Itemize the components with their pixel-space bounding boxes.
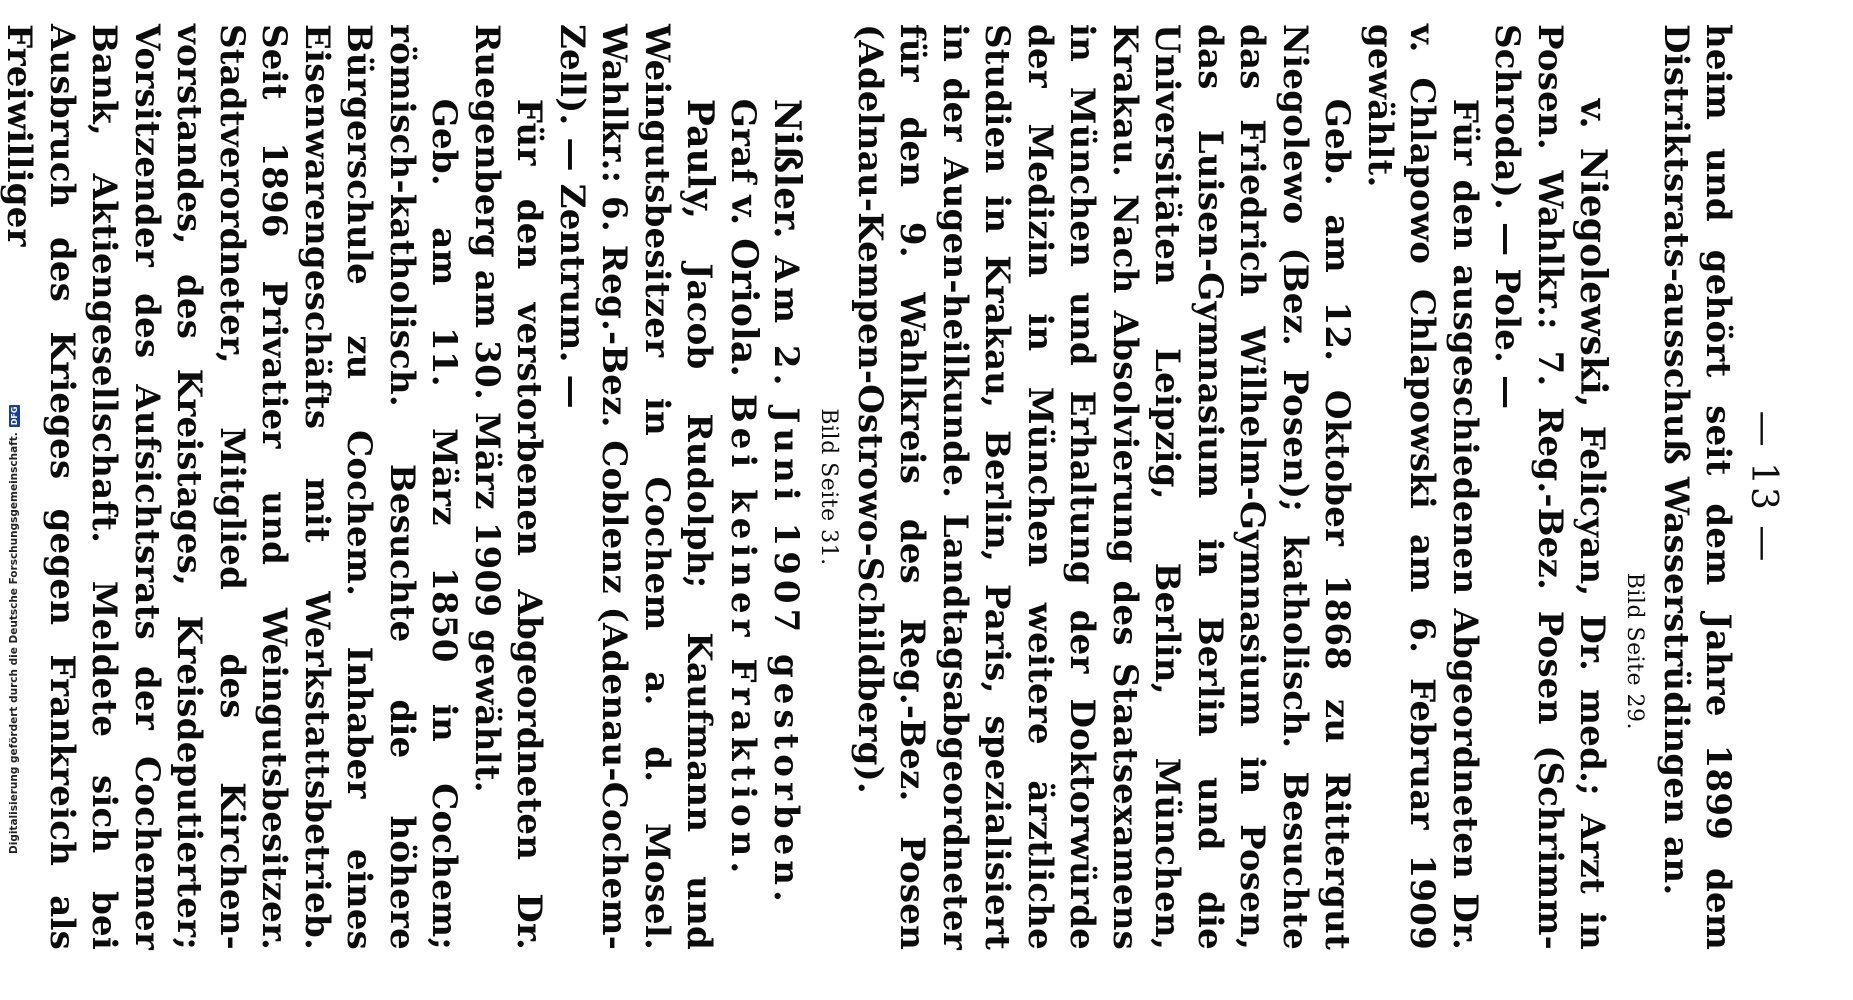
entry-pauly (551, 24, 722, 950)
page-number: — 13 — (1743, 410, 1784, 564)
entry-name-nissler: Nißler. (766, 98, 809, 239)
entry-details-niegolewski: Felicyan, Dr. med.; Arzt in Posen. Wahlkr.: 7. Reg.-Bez. Posen (Schrimm-Schroda). — Pole. — (1487, 24, 1613, 950)
entry-details-pauly: Jacob Rudolph; Kaufmann und Weingutsbesitzer in Cochem a. d. Mosel. Wahlkr.: 6. Reg.-Bez. Coblenz (Adenau-Cochem-Zell). — Zentrum. — (552, 24, 720, 950)
entry-oriola (722, 24, 766, 950)
entry-name-oriola: v. Oriola. (723, 195, 765, 378)
dfg-logo-icon: DFG (9, 406, 19, 426)
photo-reference-1: Bild Seite 29. (1622, 572, 1648, 730)
entry-details-oriola: Bei keiner Fraktion. (723, 377, 763, 879)
biography-pauly: Geb. am 11. März 1850 in Cochem; römisch-katholisch. Besuchte die höhere Bürgerschule zu Cochem. Inhaber eines Eisenwarengeschäfts mit Werkstattsbetrieb. Seit 1896 Privatier und Weingutsbesitzer. Stadtverordneter, Mitglied des Kirchen-vorstandes, des Kreistages, Kreisdeputierter; Vorsitzender des Aufsichtsrats der Cochemer Bank, Aktiengesellschaft. Meldete sich bei Ausbruch des Krieges gegen Frankreich als Freiwilliger (0, 24, 465, 950)
entry-nissler (765, 24, 809, 950)
entry-name-niegolewski: v. Niegolewski, (1572, 98, 1615, 408)
election-note-pauly: Für den verstorbenen Abgeordneten Dr. Ruegenberg am 30. März 1909 gewählt. (467, 24, 550, 950)
photo-reference-2: Bild Seite 31. (816, 408, 842, 566)
election-note-niegolewski: Für den ausgeschiedenen Abgeordneten Dr. v. Chlapowo Chlapowski am 6. Februar 1909 gewählt. (1360, 24, 1485, 950)
digitization-notice-text: Digitalisierung gefördert durch die Deutsche Forschungsgemeinschaft. (8, 432, 20, 854)
entry-niegolewski (1486, 24, 1615, 950)
entry-name-pauly: Pauly, (679, 98, 722, 220)
paragraph-continuation: heim und gehört seit dem Jahre 1899 dem Distriktsrats-ausschuß Wasserstrüdingen an. (1656, 24, 1739, 950)
entry-details-nissler: Am 2. Juni 1907 gestorben. (766, 238, 807, 907)
biography-niegolewski: Geb. am 12. Oktober 1868 zu Rittergut Niegolewo (Bez. Posen); katholisch. Besuchte das Friedrich Wilhelm-Gymnasium in Posen, das Luisen-Gymnasium in Berlin und die Universitäten Leipzig, Berlin, München, Krakau. Nach Absolvierung des Staatsexamens in München und Erhaltung der Doktorwürde der Medizin in München weitere ärztliche Studien in Krakau, Berlin, Paris, spezialisiert in der Augen-heilkunde. Landtagsabgeordneter für den 9. Wahlkreis des Reg.-Bez. Posen (Adelnau-Kempen-Ostrowo-Schildberg). (850, 24, 1358, 950)
entry-prefix-oriola: Graf (723, 98, 763, 196)
